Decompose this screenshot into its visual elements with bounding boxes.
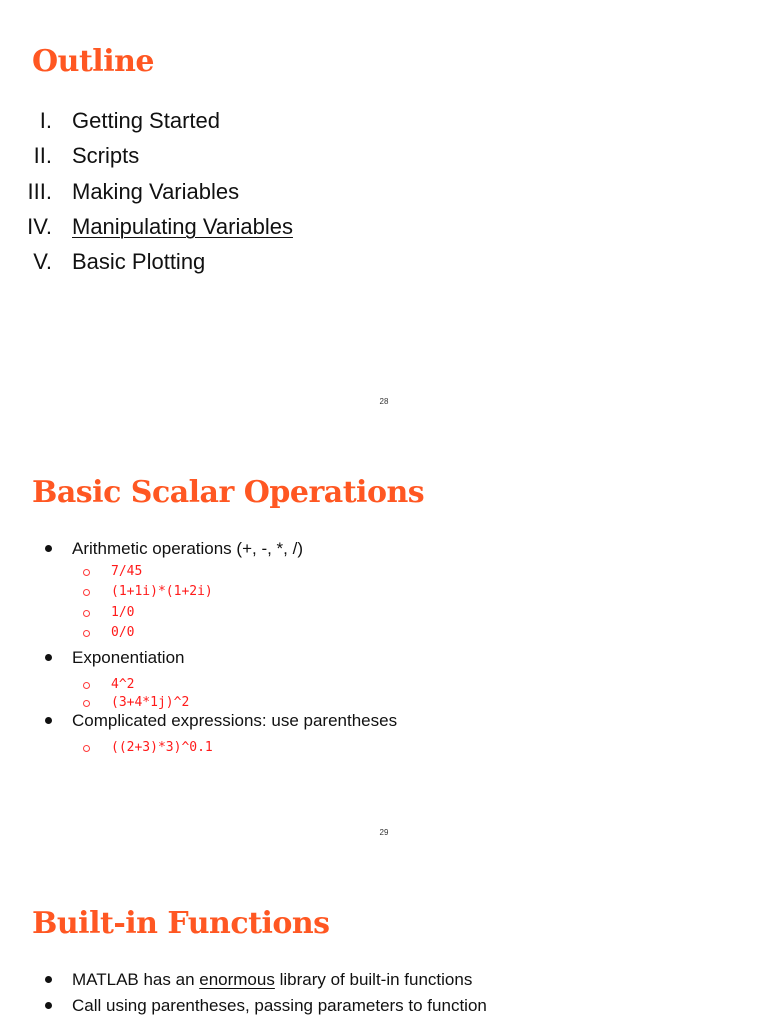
bullet-circle-icon — [83, 610, 90, 617]
outline-numeral: IV. — [27, 213, 52, 239]
page-number: 29 — [379, 828, 389, 837]
bullet-text-part: library of built-in functions — [274, 970, 473, 989]
outline-item-text: Scripts — [72, 143, 140, 169]
bullet-item — [0, 646, 768, 670]
code-snippet: (3+4*1j)^2 — [111, 695, 190, 710]
code-snippet: ((2+3)*3)^0.1 — [111, 740, 213, 755]
bullet-circle-icon — [83, 745, 90, 752]
outline-numeral: V. — [33, 249, 52, 275]
bullet-circle-icon — [83, 569, 90, 576]
bullet-dot-icon — [45, 654, 52, 661]
sub-bullet-item — [0, 583, 768, 603]
outline-item-text: Getting Started — [72, 108, 220, 133]
slide-title: Basic Scalar Operations — [32, 475, 425, 510]
bullet-dot-icon — [45, 976, 52, 983]
outline-numeral: III. — [27, 178, 52, 204]
bullet-item — [0, 537, 768, 561]
code-snippet: (1+1i)*(1+2i) — [111, 584, 213, 599]
bullet-circle-icon — [83, 589, 90, 596]
bullet-circle-icon — [83, 630, 90, 637]
sub-bullet-item — [0, 563, 768, 583]
sub-bullet-item — [0, 676, 768, 696]
slide-built-in-functions — [0, 864, 768, 1024]
page-number: 28 — [379, 397, 389, 406]
sub-bullet-item — [0, 604, 768, 624]
code-snippet: 1/0 — [111, 605, 135, 620]
slide-title: Built-in Functions — [32, 906, 330, 941]
bullet-circle-icon — [83, 700, 90, 707]
bullet-text: Arithmetic operations (+, -, *, /) — [72, 539, 303, 558]
bullet-dot-icon — [45, 717, 52, 724]
bullet-dot-icon — [45, 1002, 52, 1009]
bullet-dot-icon — [45, 545, 52, 552]
outline-item-text-current: Manipulating Variables — [72, 213, 293, 239]
bullet-text — [72, 968, 472, 992]
bullet-text: Call using parentheses, passing parameters to function — [72, 996, 487, 1015]
code-snippet: 7/45 — [111, 564, 143, 579]
slide-outline — [0, 0, 768, 432]
code-snippet: 4^2 — [111, 677, 135, 692]
emphasis-text: enormous — [199, 970, 275, 989]
bullet-item — [0, 709, 768, 733]
bullet-text: Exponentiation — [72, 648, 185, 667]
bullet-circle-icon — [83, 682, 90, 689]
sub-bullet-item — [0, 624, 768, 644]
bullet-text-part: MATLAB has an — [72, 970, 200, 989]
slide-basic-scalar-operations — [0, 432, 768, 864]
bullet-item — [0, 994, 768, 1018]
outline-numeral: II. — [33, 143, 52, 169]
outline-item-text: Basic Plotting — [72, 249, 206, 275]
bullet-item — [0, 968, 768, 992]
code-snippet: 0/0 — [111, 625, 135, 640]
outline-numeral: I. — [39, 108, 52, 133]
sub-bullet-item — [0, 739, 768, 759]
outline-item-text: Making Variables — [72, 178, 240, 204]
bullet-text: Complicated expressions: use parentheses — [72, 711, 398, 730]
slide-title: Outline — [32, 44, 154, 79]
